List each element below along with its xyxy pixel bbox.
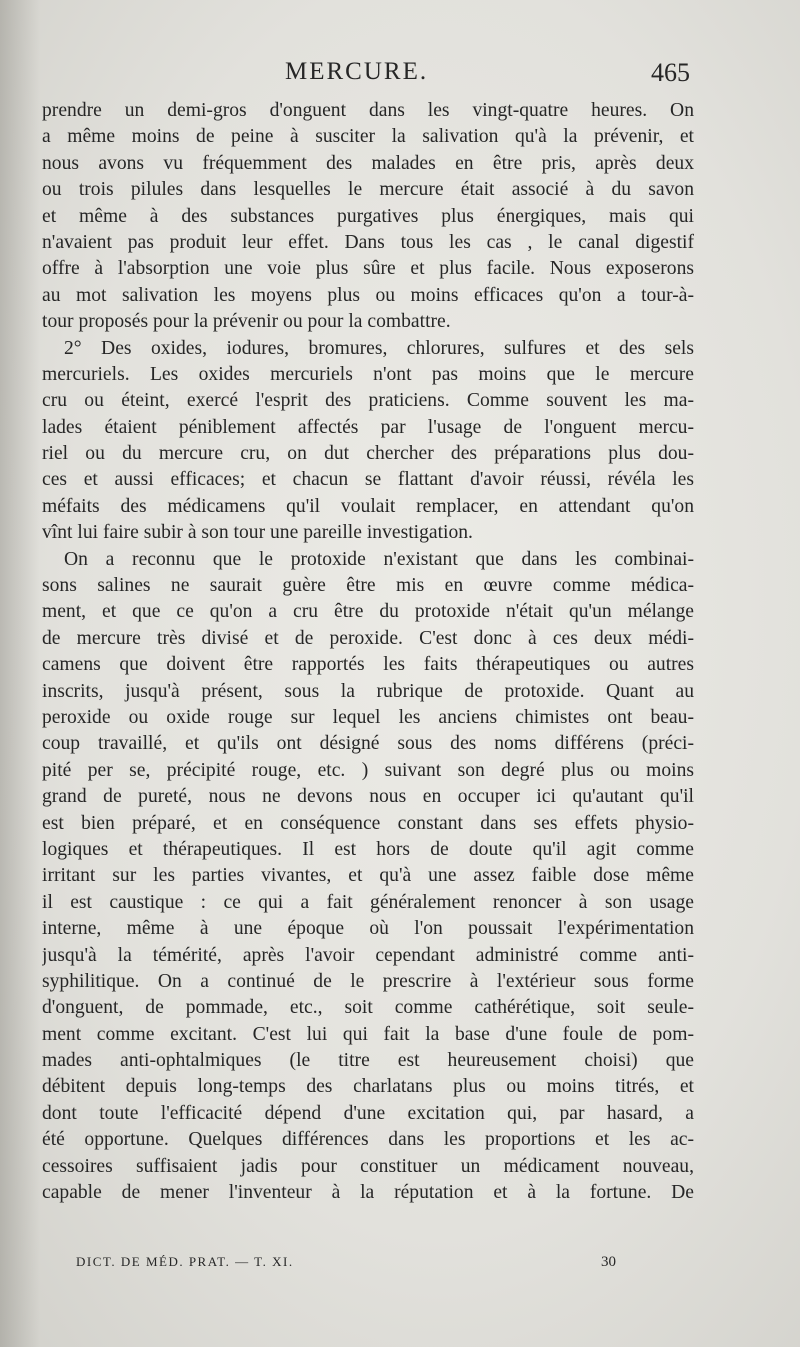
text-line: coup travaillé, et qu'ils ont désigné sous des noms différens (préci-	[42, 733, 694, 755]
text-line: tour proposés pour la prévenir ou pour la combattre.	[42, 311, 451, 333]
text-line: interne, même à une époque où l'on poussait l'expérimentation	[42, 918, 694, 940]
text-line: dont toute l'efficacité dépend d'une excitation qui, par hasard, a	[42, 1102, 694, 1124]
body-text	[42, 98, 694, 1206]
text-line: nous avons vu fréquemment des malades en être pris, après deux	[42, 152, 694, 174]
text-line: de mercure très divisé et de peroxide. C'est donc à ces deux médi-	[42, 627, 694, 649]
text-line: riel ou du mercure cru, on dut chercher des préparations plus dou-	[42, 443, 694, 465]
text-line: est bien préparé, et en conséquence constant dans ses effets physio-	[42, 812, 694, 834]
sheet-number: 30	[601, 1254, 616, 1270]
text-line: grand de pureté, nous ne devons nous en occuper ici qu'autant qu'il	[42, 786, 694, 808]
signature-mark: DICT. DE MÉD. PRAT. — T. XI.	[76, 1254, 294, 1269]
text-line: syphilitique. On a continué de le prescrire à l'extérieur sous forme	[42, 970, 694, 992]
text-line: pité per se, précipité rouge, etc. ) suivant son degré plus ou moins	[42, 759, 694, 781]
text-line: ment comme excitant. C'est lui qui fait la base d'une foule de pom-	[42, 1023, 694, 1045]
text-line: n'avaient pas produit leur effet. Dans tous les cas , le canal digestif	[42, 231, 694, 253]
text-line: irritant sur les parties vivantes, et qu'à une assez faible dose même	[42, 865, 694, 887]
text-line: peroxide ou oxide rouge sur lequel les anciens chimistes ont beau-	[42, 706, 694, 728]
binding-shadow	[0, 0, 40, 1347]
text-line: méfaits des médicamens qu'il voulait remplacer, en attendant qu'on	[42, 495, 694, 517]
text-line: et même à des substances purgatives plus énergiques, mais qui	[42, 205, 694, 227]
text-line: logiques et thérapeutiques. Il est hors de doute qu'il agit comme	[42, 838, 694, 860]
text-line: mades anti-ophtalmiques (le titre est heureusement choisi) que	[42, 1050, 694, 1072]
page-footer	[76, 1254, 636, 1274]
text-line: il est caustique : ce qui a fait généralement renoncer à son usage	[42, 891, 694, 913]
text-line: On a reconnu que le protoxide n'existant que dans les combinai-	[64, 548, 694, 570]
text-line: prendre un demi-gros d'onguent dans les vingt-quatre heures. On	[42, 100, 694, 121]
text-line: été opportune. Quelques différences dans les proportions et les ac-	[42, 1129, 694, 1151]
text-line: inscrits, jusqu'à présent, sous la rubrique de protoxide. Quant au	[42, 680, 694, 702]
text-line: au mot salivation les moyens plus ou moins efficaces qu'on a tour-à-	[42, 284, 694, 306]
text-line: sons salines ne saurait guère être mis en œuvre comme médica-	[42, 575, 694, 597]
text-line: débitent depuis long-temps des charlatans plus ou moins titrés, et	[42, 1076, 694, 1098]
text-line: camens que doivent être rapportés les faits thérapeutiques ou autres	[42, 654, 694, 676]
text-line: offre à l'absorption une voie plus sûre et plus facile. Nous exposerons	[42, 258, 694, 280]
text-line: ment, et que ce qu'on a cru être du protoxide n'était qu'un mélange	[42, 601, 694, 623]
text-line: a même moins de peine à susciter la salivation qu'à la prévenir, et	[42, 126, 694, 148]
text-line: 2° Des oxides, iodures, bromures, chlorures, sulfures et des sels	[64, 337, 694, 359]
text-line: jusqu'à la témérité, après l'avoir cependant administré comme anti-	[42, 944, 694, 966]
text-line: vînt lui faire subir à son tour une pareille investigation.	[42, 522, 473, 544]
text-line: mercuriels. Les oxides mercuriels n'ont pas moins que le mercure	[42, 363, 694, 385]
page-header	[0, 58, 800, 92]
text-line: cru ou éteint, exercé l'esprit des praticiens. Comme souvent les ma-	[42, 390, 694, 412]
text-line: lades étaient péniblement affectés par l'usage de l'onguent mercu-	[42, 416, 694, 438]
text-line: cessoires suffisaient jadis pour constituer un médicament nouveau,	[42, 1155, 694, 1177]
text-line: ces et aussi efficaces; et chacun se flattant d'avoir réussi, révéla les	[42, 469, 694, 491]
text-line: ou trois pilules dans lesquelles le mercure était associé à du savon	[42, 179, 694, 201]
page-number: 465	[651, 58, 690, 87]
text-line: d'onguent, de pommade, etc., soit comme cathérétique, soit seule-	[42, 997, 694, 1019]
text-line: capable de mener l'inventeur à la réputation et à la fortune. De	[42, 1182, 694, 1204]
running-title: MERCURE.	[285, 58, 429, 85]
